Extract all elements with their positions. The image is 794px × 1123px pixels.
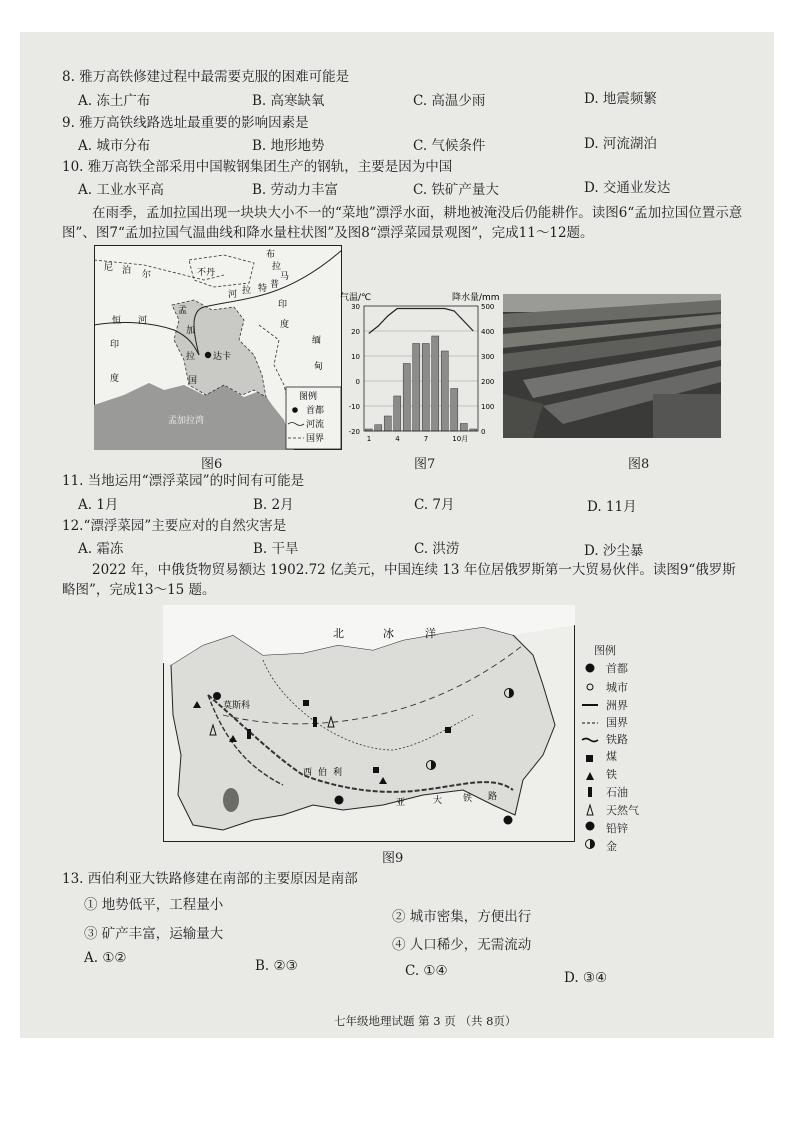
q9-option-d: D. 河流湖泊 xyxy=(584,136,657,152)
q13-stem: 13. 西伯利亚大铁路修建在南部的主要原因是南部 xyxy=(62,871,358,887)
label-nepal-3: 尔 xyxy=(142,270,152,280)
label-nepal-1: 尼 xyxy=(104,263,114,273)
label-moscow: 莫斯科 xyxy=(223,701,251,711)
label-bangladesh-4: 国 xyxy=(188,376,198,386)
oil-symbol xyxy=(313,717,317,727)
precipitation-tick-label: 0 xyxy=(481,428,486,436)
label-nepal-2: 泊 xyxy=(122,266,132,276)
legend-capital: 首都 xyxy=(606,662,628,675)
label-brahma-1: 布 xyxy=(266,250,276,260)
label-ocean-2: 冰 xyxy=(383,627,394,640)
label-dhaka: 达卡 xyxy=(213,352,232,362)
q13-statement-1: ① 地势低平，工程量小 xyxy=(84,897,224,913)
coal-symbol xyxy=(445,727,451,733)
passage-floating-gardens: 在雨季，孟加拉国出现一块块大小不一的“菜地”漂浮水面，耕地被淹没后仍能耕作。读图6“孟加拉国位置示意图”、图7“孟加拉国气温曲线和降水量柱状图”及图8“漂浮菜园景观图”，完成11～12题。 xyxy=(62,205,743,241)
chart-frame xyxy=(364,306,478,431)
q9-option-b: B. 地形地势 xyxy=(252,138,325,154)
q13-statement-2: ② 城市密集，方便出行 xyxy=(392,909,532,925)
month-tick-label: 7 xyxy=(423,435,429,443)
bangladesh-map xyxy=(94,245,342,450)
precipitation-tick-label: 400 xyxy=(481,328,495,336)
q10-option-c: C. 铁矿产量大 xyxy=(413,182,499,198)
fig6-caption: 图6 xyxy=(201,457,223,472)
fig9-legend-title: 图例 xyxy=(594,644,616,657)
precipitation-bar xyxy=(384,416,391,431)
label-brahma-6: 拉 xyxy=(242,286,252,296)
legend-railway: 铁路 xyxy=(606,733,628,746)
q12-option-a: A. 霜冻 xyxy=(78,541,124,557)
legend-border: 国界 xyxy=(606,716,628,729)
page-footer: 七年级地理试题 第 3 页 （共 8页） xyxy=(334,1014,517,1028)
legend-leadzinc: 铅锌 xyxy=(606,822,628,835)
precipitation-tick-label: 500 xyxy=(481,303,495,311)
label-siberia-2: 伯 xyxy=(318,768,328,778)
temperature-tick-label: -20 xyxy=(348,428,360,436)
label-bhutan: 不丹 xyxy=(197,268,216,278)
legend-city: 城市 xyxy=(606,681,628,694)
fig6-legend-border: 国界 xyxy=(306,434,325,444)
q8-option-d: D. 地震频繁 xyxy=(584,91,657,107)
q8-option-a: A. 冻土广布 xyxy=(78,93,151,109)
precipitation-bar xyxy=(432,336,439,431)
label-brahma-3: 马 xyxy=(280,272,290,282)
legend-capital-dot xyxy=(292,407,298,413)
passage-russia-trade-1: 2022 年，中俄货物贸易额达 1902.72 亿美元，中国连续 13 年位居俄罗斯第一大贸易伙伴。读图9“俄罗斯 xyxy=(92,562,736,578)
label-myanmar-2: 甸 xyxy=(314,362,324,372)
label-ocean-1: 北 xyxy=(333,627,344,640)
label-ganges-2: 河 xyxy=(138,316,148,326)
q13-statement-3: ③ 矿产丰富，运输量大 xyxy=(84,926,224,942)
precipitation-bar xyxy=(460,424,467,432)
fig9-caption: 图9 xyxy=(382,851,404,866)
q12-option-d: D. 沙尘暴 xyxy=(584,543,644,559)
label-ganges-1: 恒 xyxy=(112,316,122,326)
legend-gold: 金 xyxy=(606,840,617,853)
q11-option-d: D. 11月 xyxy=(587,499,637,515)
chart-ylabel-right: 降水量/mm xyxy=(452,293,500,303)
label-india-west-1: 印 xyxy=(110,340,120,350)
month-tick-label: 4 xyxy=(395,435,400,443)
temperature-line xyxy=(369,309,474,334)
precipitation-bar xyxy=(441,351,448,431)
q8-option-c: C. 高温少雨 xyxy=(413,93,486,109)
q12-option-b: B. 干旱 xyxy=(253,541,299,557)
fig9-legend-symbols xyxy=(580,660,600,850)
capital-dot-dhaka xyxy=(205,352,211,358)
fig7-caption: 图7 xyxy=(414,457,436,472)
q9-option-c: C. 气候条件 xyxy=(413,138,486,154)
q9-option-a: A. 城市分布 xyxy=(78,138,151,154)
label-rail-3: 铁 xyxy=(463,794,473,804)
label-india-east-1: 印 xyxy=(278,300,288,310)
coal-symbol xyxy=(373,767,379,773)
precipitation-bar xyxy=(451,389,458,432)
temperature-tick-label: 30 xyxy=(351,303,360,311)
q10-stem: 10. 雅万高铁全部采用中国鞍钢集团生产的钢轨，主要是因为中国 xyxy=(62,159,453,175)
fig8-caption: 图8 xyxy=(628,457,650,472)
temperature-tick-label: 0 xyxy=(355,378,360,386)
russia-map xyxy=(163,605,575,842)
q9-stem: 9. 雅万高铁线路选址最重要的影响因素是 xyxy=(62,115,309,131)
fig6-legend-title: 图例 xyxy=(299,392,318,402)
label-siberia-1: 西 xyxy=(303,768,313,778)
label-brahma-7: 河 xyxy=(228,290,238,300)
q10-option-d: D. 交通业发达 xyxy=(584,180,671,196)
label-india-east-2: 度 xyxy=(280,320,290,330)
capital-moscow-dot xyxy=(213,692,221,700)
temperature-tick-label: 10 xyxy=(351,353,360,361)
q13-option-c: C. ①④ xyxy=(405,963,448,979)
label-rail-4: 路 xyxy=(488,792,498,802)
month-tick-label: 10月 xyxy=(452,435,469,443)
q13-statement-4: ④ 人口稀少，无需流动 xyxy=(392,937,532,953)
label-brahma-4: 普 xyxy=(270,280,280,290)
fig6-legend-river: 河流 xyxy=(306,420,325,430)
q11-option-a: A. 1月 xyxy=(78,497,119,513)
label-bangladesh-3: 拉 xyxy=(186,352,196,362)
label-bangladesh-1: 孟 xyxy=(178,306,188,316)
legend-oil: 石油 xyxy=(606,786,628,799)
label-india-west-2: 度 xyxy=(110,374,120,384)
climate-chart xyxy=(340,290,502,450)
passage-russia-trade-2: 略图”，完成13～15 题。 xyxy=(62,582,216,598)
label-ocean-3: 洋 xyxy=(425,627,436,640)
q13-option-a: A. ①② xyxy=(84,950,127,966)
label-siberia-3: 利 xyxy=(333,768,343,778)
q11-option-b: B. 2月 xyxy=(253,497,294,513)
q13-option-d: D. ③④ xyxy=(564,970,608,986)
coal-symbol xyxy=(303,700,309,706)
label-brahma-2: 拉 xyxy=(272,262,282,272)
precipitation-tick-label: 200 xyxy=(481,378,495,386)
fig6-legend-capital: 首都 xyxy=(306,406,325,416)
q12-stem: 12.“漂浮菜园”主要应对的自然灾害是 xyxy=(62,518,287,534)
q11-stem: 11. 当地运用“漂浮菜园”的时间有可能是 xyxy=(62,473,305,489)
month-tick-label: 1 xyxy=(366,435,372,443)
label-brahma-5: 特 xyxy=(258,284,268,294)
leadzinc-symbol xyxy=(335,796,344,805)
label-rail-2: 大 xyxy=(433,796,443,806)
q10-option-a: A. 工业水平高 xyxy=(78,182,164,198)
label-rail-1: 亚 xyxy=(396,798,406,808)
precipitation-bar xyxy=(403,364,410,432)
precipitation-bar xyxy=(422,344,429,432)
precipitation-bar xyxy=(375,425,382,431)
precipitation-tick-label: 100 xyxy=(481,403,495,411)
legend-iron: 铁 xyxy=(606,768,617,781)
precipitation-tick-label: 300 xyxy=(481,353,495,361)
oil-symbol xyxy=(247,729,251,739)
legend-continent: 洲界 xyxy=(606,699,628,712)
temperature-tick-label: -10 xyxy=(348,403,360,411)
precipitation-bar xyxy=(413,344,420,432)
q8-option-b: B. 高寒缺氧 xyxy=(252,93,325,109)
q10-option-b: B. 劳动力丰富 xyxy=(252,182,339,198)
q12-option-c: C. 洪涝 xyxy=(414,541,460,557)
q8-stem: 8. 雅万高铁修建过程中最需要克服的困难可能是 xyxy=(62,69,350,85)
precipitation-bar xyxy=(394,396,401,431)
chart-ylabel-left: 气温/℃ xyxy=(340,293,372,303)
label-bangladesh-2: 加 xyxy=(186,326,196,336)
legend-gas: 天然气 xyxy=(606,804,639,817)
temperature-tick-label: 20 xyxy=(351,328,360,336)
label-myanmar-1: 缅 xyxy=(312,336,322,346)
leadzinc-symbol xyxy=(504,816,513,825)
legend-coal: 煤 xyxy=(606,750,617,763)
q11-option-c: C. 7月 xyxy=(414,497,455,513)
floating-garden-photo xyxy=(503,294,721,438)
label-bay-of-bengal: 孟加拉湾 xyxy=(168,416,205,426)
q13-option-b: B. ②③ xyxy=(255,958,298,974)
